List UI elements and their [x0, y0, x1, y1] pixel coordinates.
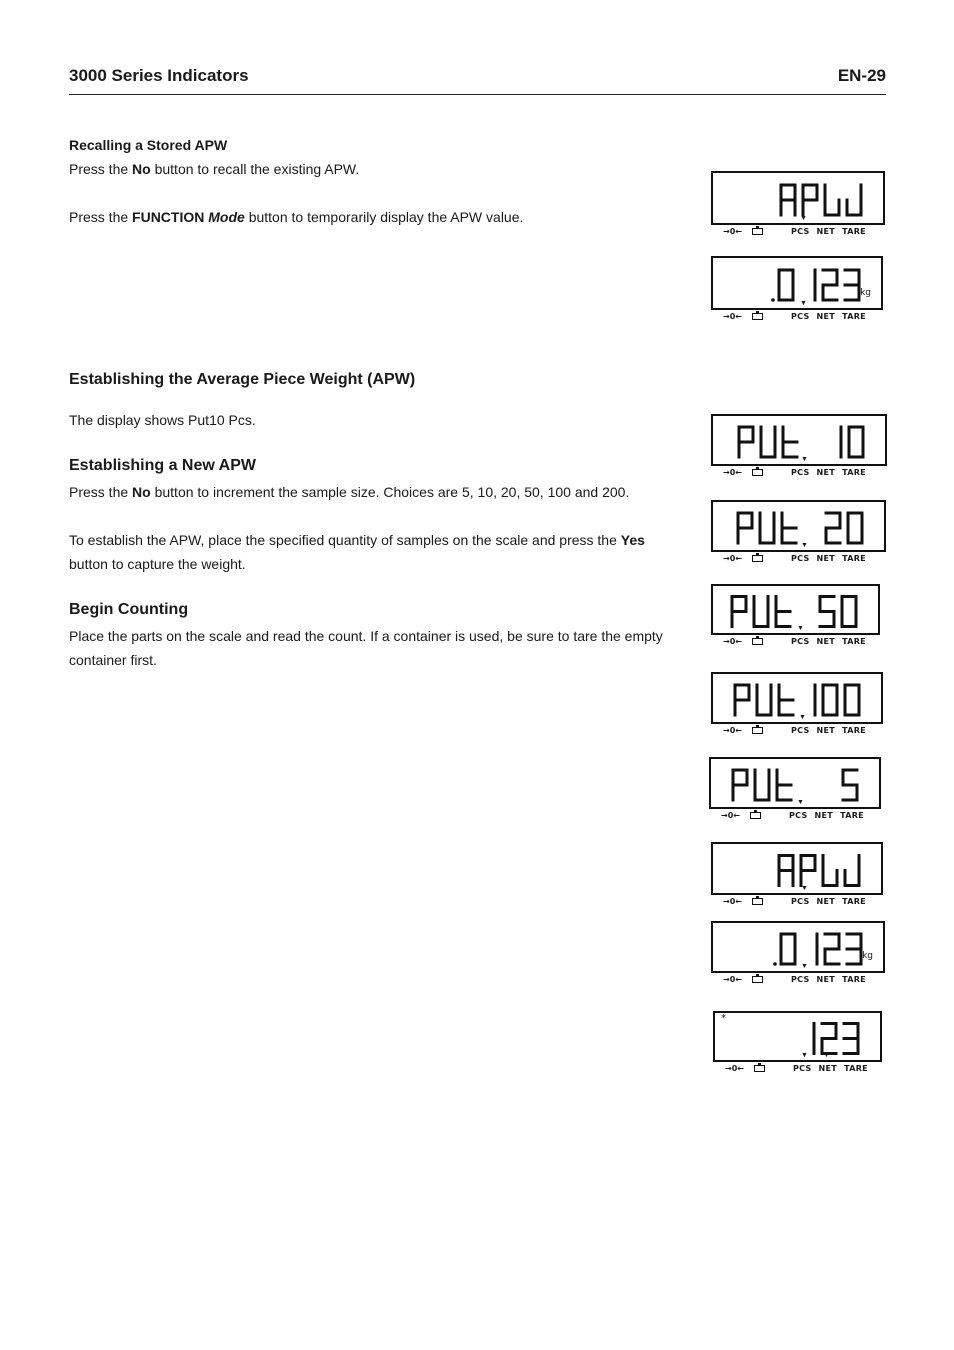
mode-annunciators	[791, 227, 866, 236]
zero-indicator: →0←	[723, 975, 742, 984]
annunciator-net: NET	[814, 811, 834, 820]
zero-indicator: →0←	[725, 1064, 744, 1073]
battery-icon	[752, 228, 763, 235]
mode-annunciators	[793, 1064, 868, 1073]
mode-annunciators	[791, 554, 866, 563]
annunciator-net: NET	[816, 975, 836, 984]
annunciator-arrow-icon: ▼	[797, 625, 804, 632]
annunciator-arrow-icon: ▼	[799, 714, 806, 721]
annunciator-row	[721, 811, 761, 820]
annunciator-net: NET	[816, 637, 836, 646]
lcd-display	[711, 672, 883, 740]
battery-icon	[752, 469, 763, 476]
annunciator-pcs: PCS	[791, 897, 810, 906]
mode-annunciators	[791, 468, 866, 477]
annunciator-tare: TARE	[840, 811, 864, 820]
annunciator-row	[723, 637, 763, 646]
lcd-screen	[711, 584, 880, 635]
lcd-screen	[711, 842, 883, 895]
annunciator-pcs: PCS	[793, 1064, 812, 1073]
zero-indicator: →0←	[721, 811, 740, 820]
annunciator-tare: TARE	[842, 975, 866, 984]
annunciator-row	[723, 312, 763, 321]
annunciator-row	[723, 468, 763, 477]
annunciator-row	[723, 227, 763, 236]
unit-label: kg	[862, 951, 873, 961]
begin-line-1: Place the parts on the scale and read the count. If a container is used, be sure to tare the empty	[69, 628, 663, 644]
battery-icon	[752, 976, 763, 983]
page-header	[69, 66, 886, 95]
zero-indicator: →0←	[723, 554, 742, 563]
annunciator-arrow-icon: ▼	[800, 300, 807, 307]
zero-indicator: →0←	[723, 468, 742, 477]
battery-icon	[752, 638, 763, 645]
annunciator-tare: TARE	[842, 227, 866, 236]
zero-indicator: →0←	[723, 726, 742, 735]
lcd-decimal-point	[771, 298, 775, 302]
zero-indicator: →0←	[723, 312, 742, 321]
annunciator-pcs: PCS	[791, 637, 810, 646]
lcd-digits	[713, 923, 887, 975]
lcd-display	[711, 584, 880, 651]
annunciator-arrow-icon: ▼	[801, 542, 808, 549]
battery-icon	[754, 1065, 765, 1072]
lcd-digits	[713, 258, 885, 312]
annunciator-row	[723, 897, 763, 906]
lcd-screen	[713, 1011, 882, 1062]
lcd-display	[711, 171, 885, 241]
annunciator-pcs: PCS	[791, 468, 810, 477]
lcd-screen	[711, 672, 883, 724]
annunciator-row	[723, 975, 763, 984]
begin-heading: Begin Counting	[69, 601, 189, 618]
lcd-screen	[709, 757, 881, 809]
annunciator-pcs: PCS	[789, 811, 808, 820]
annunciator-arrow-icon: ▼	[801, 1052, 808, 1059]
lcd-display	[711, 414, 887, 482]
mode-annunciators	[791, 975, 866, 984]
new-apw-line-2: To establish the APW, place the specified quantity of samples on the scale and press the Yes	[69, 532, 645, 548]
annunciator-pcs: PCS	[791, 554, 810, 563]
annunciator-row	[725, 1064, 765, 1073]
battery-icon	[752, 313, 763, 320]
annunciator-net: NET	[816, 227, 836, 236]
page-number: EN-29	[837, 66, 886, 85]
mode-annunciators	[789, 811, 864, 820]
mode-annunciators	[791, 726, 866, 735]
annunciator-arrow-icon: ▼	[801, 963, 808, 970]
battery-icon	[752, 555, 763, 562]
lcd-decimal-point	[773, 962, 777, 966]
lcd-screen	[711, 921, 885, 973]
battery-icon	[750, 812, 761, 819]
recall-line-2: Press the FUNCTION Mode button to temporarily display the APW value.	[69, 209, 524, 225]
battery-icon	[752, 898, 763, 905]
annunciator-pcs: PCS	[791, 726, 810, 735]
begin-line-2: container first.	[69, 652, 157, 668]
lcd-screen	[711, 500, 886, 552]
annunciator-net: NET	[816, 554, 836, 563]
mode-annunciators	[791, 637, 866, 646]
battery-icon	[752, 727, 763, 734]
unit-label: kg	[860, 288, 871, 298]
annunciator-tare: TARE	[842, 312, 866, 321]
annunciator-net: NET	[816, 726, 836, 735]
zero-indicator: →0←	[723, 227, 742, 236]
new-apw-heading: Establishing a New APW	[69, 457, 256, 474]
annunciator-tare: TARE	[842, 637, 866, 646]
zero-indicator: →0←	[723, 637, 742, 646]
annunciator-tare: TARE	[842, 897, 866, 906]
lcd-screen	[711, 414, 887, 466]
lcd-display	[711, 500, 886, 568]
annunciator-arrow-icon: ▼	[797, 799, 804, 806]
establish-text: The display shows Put10 Pcs.	[69, 412, 256, 428]
annunciator-net: NET	[816, 312, 836, 321]
lcd-display	[711, 256, 883, 326]
zero-indicator: →0←	[723, 897, 742, 906]
annunciator-tare: TARE	[842, 468, 866, 477]
lcd-display	[711, 842, 883, 911]
mode-annunciators	[791, 897, 866, 906]
mode-annunciators	[791, 312, 866, 321]
annunciator-arrow-icon: ▼	[823, 1052, 830, 1059]
annunciator-pcs: PCS	[791, 975, 810, 984]
lcd-screen	[711, 256, 883, 310]
annunciator-row	[723, 726, 763, 735]
annunciator-row	[723, 554, 763, 563]
annunciator-tare: TARE	[842, 554, 866, 563]
annunciator-pcs: PCS	[791, 227, 810, 236]
annunciator-arrow-icon: ▼	[800, 215, 807, 222]
new-apw-line-1: Press the No button to increment the sample size. Choices are 5, 10, 20, 50, 100 and 200.	[69, 484, 630, 500]
annunciator-tare: TARE	[842, 726, 866, 735]
annunciator-net: NET	[816, 897, 836, 906]
establish-heading: Establishing the Average Piece Weight (APW)	[69, 371, 416, 388]
annunciator-arrow-icon: ▼	[801, 456, 808, 463]
lcd-display	[713, 1011, 882, 1078]
annunciator-tare: TARE	[844, 1064, 868, 1073]
recall-line-1: Press the No button to recall the existing APW.	[69, 161, 360, 177]
lcd-display	[711, 921, 885, 989]
lcd-display	[709, 757, 881, 825]
stable-indicator: *	[721, 1013, 726, 1024]
annunciator-net: NET	[816, 468, 836, 477]
lcd-digits	[715, 1013, 884, 1064]
annunciator-arrow-icon: ▼	[801, 885, 808, 892]
annunciator-net: NET	[818, 1064, 838, 1073]
lcd-screen	[711, 171, 885, 225]
annunciator-pcs: PCS	[791, 312, 810, 321]
manual-title: 3000 Series Indicators	[69, 66, 249, 85]
recall-heading: Recalling a Stored APW	[69, 137, 228, 153]
new-apw-line-3: button to capture the weight.	[69, 556, 246, 572]
lcd-digits	[713, 844, 885, 897]
